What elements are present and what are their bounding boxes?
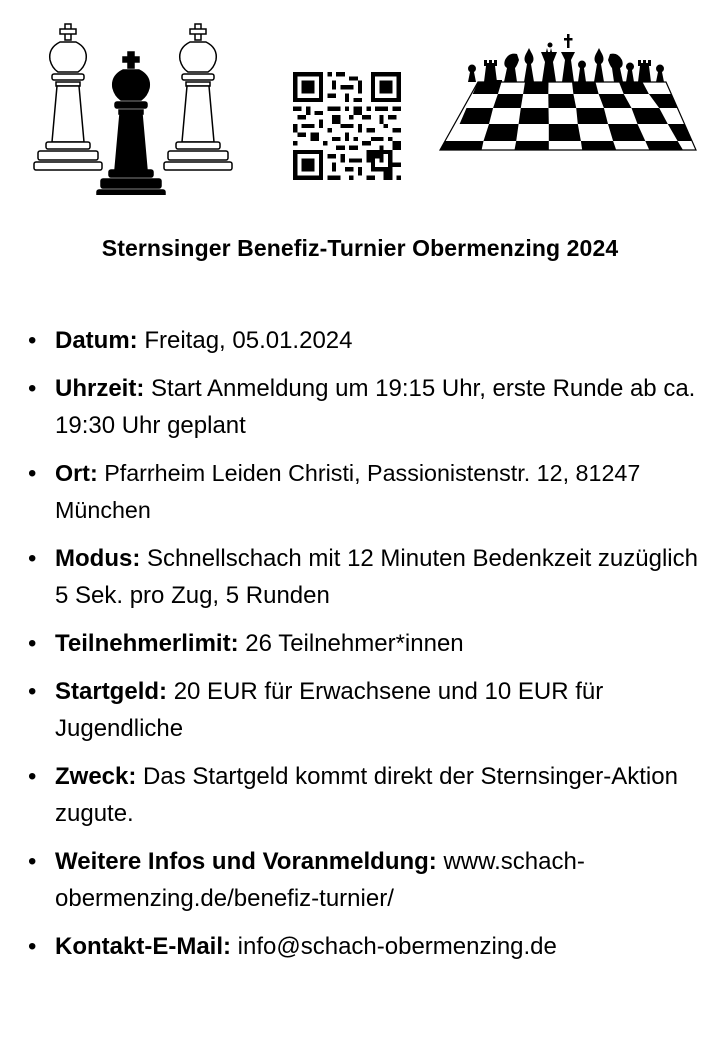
list-item-kontakt [26,928,706,965]
list-item-uhrzeit [26,370,706,444]
event-details-list [26,322,706,976]
list-item-modus [26,540,706,614]
qr-code-image[interactable] [293,72,401,180]
chessboard-image [438,28,700,158]
item-label: Kontakt-E-Mail: [55,933,231,960]
header-images [0,0,720,200]
list-item-datum [26,322,706,359]
list-item-weitere-infos [26,843,706,917]
list-item-startgeld [26,673,706,747]
item-label: Ort: [55,460,98,486]
item-value: Pfarrheim Leiden Christi, Passionistenstr. 12, 81247 München [55,460,641,523]
page-title: Sternsinger Benefiz-Turnier Obermenzing 2024 [101,235,619,261]
item-value: Schnellschach mit 12 Minuten Bedenkzeit zuzüglich 5 Sek. pro Zug, 5 Runden [55,545,698,609]
item-value: 20 EUR für Erwachsene und 10 EUR für Jugendliche [55,678,604,742]
item-label: Modus: [55,545,141,572]
item-label: Weitere Infos und Voranmeldung: [55,848,437,875]
item-label: Startgeld: [55,678,168,705]
item-value: Freitag, 05.01.2024 [144,327,353,354]
item-label: Teilnehmerlimit: [55,630,239,657]
list-item-ort [26,455,706,529]
white-king-right-icon [164,24,232,170]
item-value: Start Anmeldung um 19:15 Uhr, erste Runde ab ca. 19:30 Uhr geplant [55,375,696,439]
item-label: Datum: [55,327,138,354]
list-item-teilnehmerlimit [26,625,706,662]
email-link[interactable]: info@schach-obermenzing.de [237,933,557,960]
chess-pieces-icon [468,34,664,82]
white-king-left-icon [34,24,102,170]
black-king-icon [97,52,165,195]
item-value: Das Startgeld kommt direkt der Sternsinger-Aktion zugute. [55,763,678,827]
chess-kings-image [28,20,238,195]
item-label: Zweck: [55,763,137,790]
list-item-zweck [26,758,706,832]
website-link[interactable]: www.schach-obermenzing.de/benefiz-turnier/ [55,848,585,912]
item-label: Uhrzeit: [55,375,145,402]
item-value: 26 Teilnehmer*innen [245,630,464,657]
